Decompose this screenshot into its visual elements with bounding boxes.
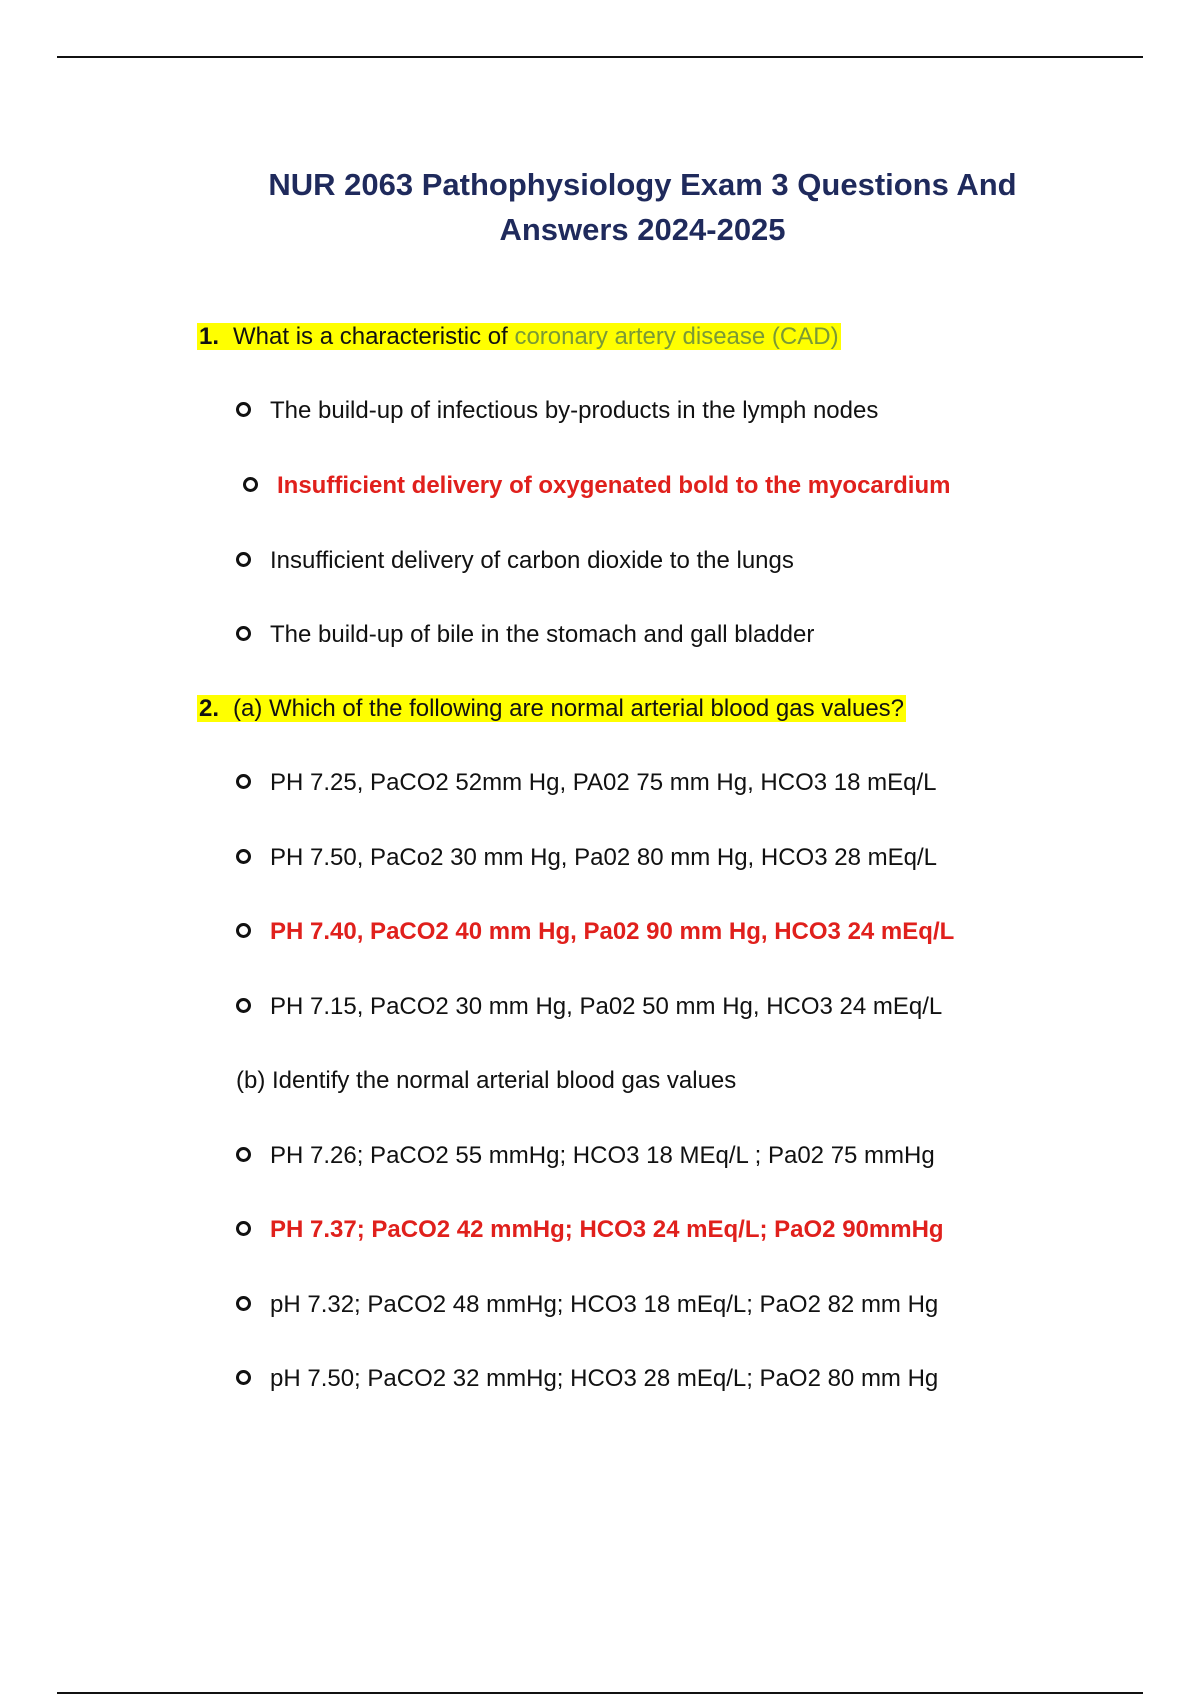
option-text: Insufficient delivery of oxygenated bold to the myocardium [277,472,951,499]
question-1 [197,321,841,353]
option-text: Insufficient delivery of carbon dioxide to the lungs [270,547,794,574]
option-text: The build-up of bile in the stomach and gall bladder [270,621,815,648]
option-text: PH 7.25, PaCO2 52mm Hg, PA02 75 mm Hg, HCO3 18 mEq/L [270,769,937,796]
question-1-highlight [197,323,841,350]
q1-option-3 [236,545,794,577]
q2a-option-2 [236,842,937,874]
question-number: 2. [199,695,220,722]
footer-rule [57,1692,1143,1694]
question-number: 1. [199,323,220,350]
question-2b-text: (b) Identify the normal arterial blood gas values [236,1067,737,1094]
circle-bullet-icon [243,477,258,492]
option-text: PH 7.50, PaCo2 30 mm Hg, Pa02 80 mm Hg, HCO3 28 mEq/L [270,844,937,871]
document-title [150,162,1135,252]
circle-bullet-icon [236,1147,251,1162]
circle-bullet-icon [236,998,251,1013]
title-line-2: Answers 2024-2025 [499,212,786,247]
q2a-option-4 [236,991,942,1023]
q2b-option-2-correct [236,1214,944,1246]
option-text: PH 7.40, PaCO2 40 mm Hg, Pa02 90 mm Hg, HCO3 24 mEq/L [270,918,955,945]
q1-option-2-correct [243,470,950,502]
question-2 [197,693,906,725]
header-rule [57,56,1143,58]
circle-bullet-icon [236,552,251,567]
circle-bullet-icon [236,1221,251,1236]
q2a-option-1 [236,767,937,799]
circle-bullet-icon [236,626,251,641]
circle-bullet-icon [236,849,251,864]
circle-bullet-icon [236,774,251,789]
q2a-option-3-correct [236,916,954,948]
option-text: PH 7.15, PaCO2 30 mm Hg, Pa02 50 mm Hg, HCO3 24 mEq/L [270,993,943,1020]
circle-bullet-icon [236,402,251,417]
question-1-term: coronary artery disease (CAD) [514,323,839,350]
title-line-1: NUR 2063 Pathophysiology Exam 3 Questions And [268,167,1017,202]
circle-bullet-icon [236,1370,251,1385]
circle-bullet-icon [236,1296,251,1311]
q2b-option-3 [236,1289,938,1321]
option-text: The build-up of infectious by-products in the lymph nodes [270,397,879,424]
option-text: PH 7.26; PaCO2 55 mmHg; HCO3 18 MEq/L ; Pa02 75 mmHg [270,1142,935,1169]
option-text: PH 7.37; PaCO2 42 mmHg; HCO3 24 mEq/L; PaO2 90mmHg [270,1216,944,1243]
q2b-option-4 [236,1363,938,1395]
q1-option-4 [236,619,814,651]
question-2-highlight [197,695,906,722]
question-1-text: What is a characteristic of [233,323,515,350]
option-text: pH 7.32; PaCO2 48 mmHg; HCO3 18 mEq/L; PaO2 82 mm Hg [270,1291,939,1318]
circle-bullet-icon [236,923,251,938]
option-text: pH 7.50; PaCO2 32 mmHg; HCO3 28 mEq/L; PaO2 80 mm Hg [270,1365,939,1392]
q2b-option-1 [236,1140,935,1172]
question-2-text: (a) Which of the following are normal arterial blood gas values? [233,695,905,722]
q1-option-1 [236,395,878,427]
